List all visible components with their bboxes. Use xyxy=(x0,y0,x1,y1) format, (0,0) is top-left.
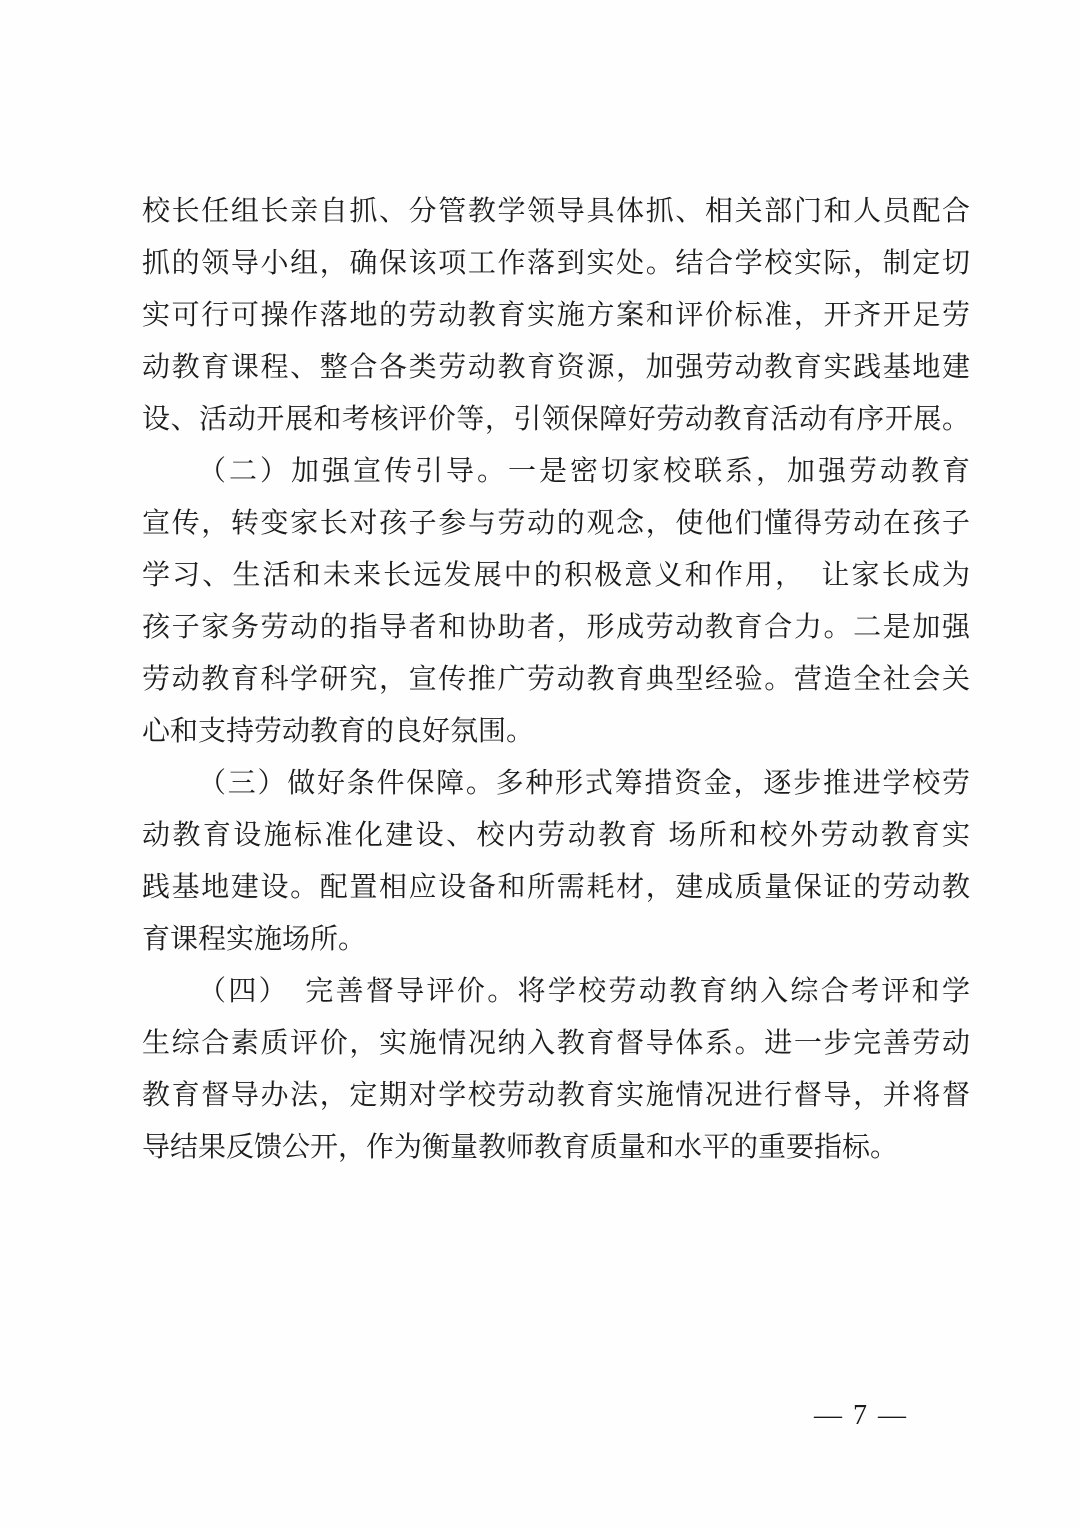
page-number: — 7 — xyxy=(814,1400,908,1431)
text-line: （四） 完善督导评价。将学校劳动教育纳入综合考评和学 xyxy=(198,976,970,1007)
text-line: 设、活动开展和考核评价等，引领保障好劳动教育活动有序开展。 xyxy=(142,404,970,435)
text-line: 动教育设施标准化建设、校内劳动教育 场所和校外劳动教育实 xyxy=(142,820,970,851)
text-line: 抓的领导小组，确保该项工作落到实处。结合学校实际，制定切 xyxy=(142,248,970,279)
text-line: （二）加强宣传引导。一是密切家校联系，加强劳动教育 xyxy=(198,456,970,487)
text-line: 动教育课程、整合各类劳动教育资源，加强劳动教育实践基地建 xyxy=(142,352,970,383)
text-line: 宣传，转变家长对孩子参与劳动的观念，使他们懂得劳动在孩子 xyxy=(142,508,970,539)
text-line: 教育督导办法，定期对学校劳动教育实施情况进行督导，并将督 xyxy=(142,1080,970,1111)
paragraph xyxy=(142,966,970,1174)
paragraph xyxy=(142,758,970,966)
text-line: 劳动教育科学研究，宣传推广劳动教育典型经验。营造全社会关 xyxy=(142,664,970,695)
paragraph xyxy=(142,186,970,446)
text-line: 导结果反馈公开，作为衡量教师教育质量和水平的重要指标。 xyxy=(142,1132,899,1163)
document-body xyxy=(142,186,970,1174)
text-line: 生综合素质评价，实施情况纳入教育督导体系。进一步完善劳动 xyxy=(142,1028,970,1059)
text-line: 校长任组长亲自抓、分管教学领导具体抓、相关部门和人员配合 xyxy=(142,196,970,227)
text-line: 践基地建设。配置相应设备和所需耗材，建成质量保证的劳动教 xyxy=(142,872,970,903)
paragraph xyxy=(142,446,970,758)
text-line: 心和支持劳动教育的良好氛围。 xyxy=(142,716,535,747)
text-line: 实可行可操作落地的劳动教育实施方案和评价标准，开齐开足劳 xyxy=(142,300,970,331)
text-line: （三）做好条件保障。多种形式筹措资金，逐步推进学校劳 xyxy=(198,768,970,799)
text-line: 育课程实施场所。 xyxy=(142,924,367,955)
text-line: 学习、生活和未来长远发展中的积极意义和作用， 让家长成为 xyxy=(142,560,970,591)
text-line: 孩子家务劳动的指导者和协助者，形成劳动教育合力。二是加强 xyxy=(142,612,970,643)
